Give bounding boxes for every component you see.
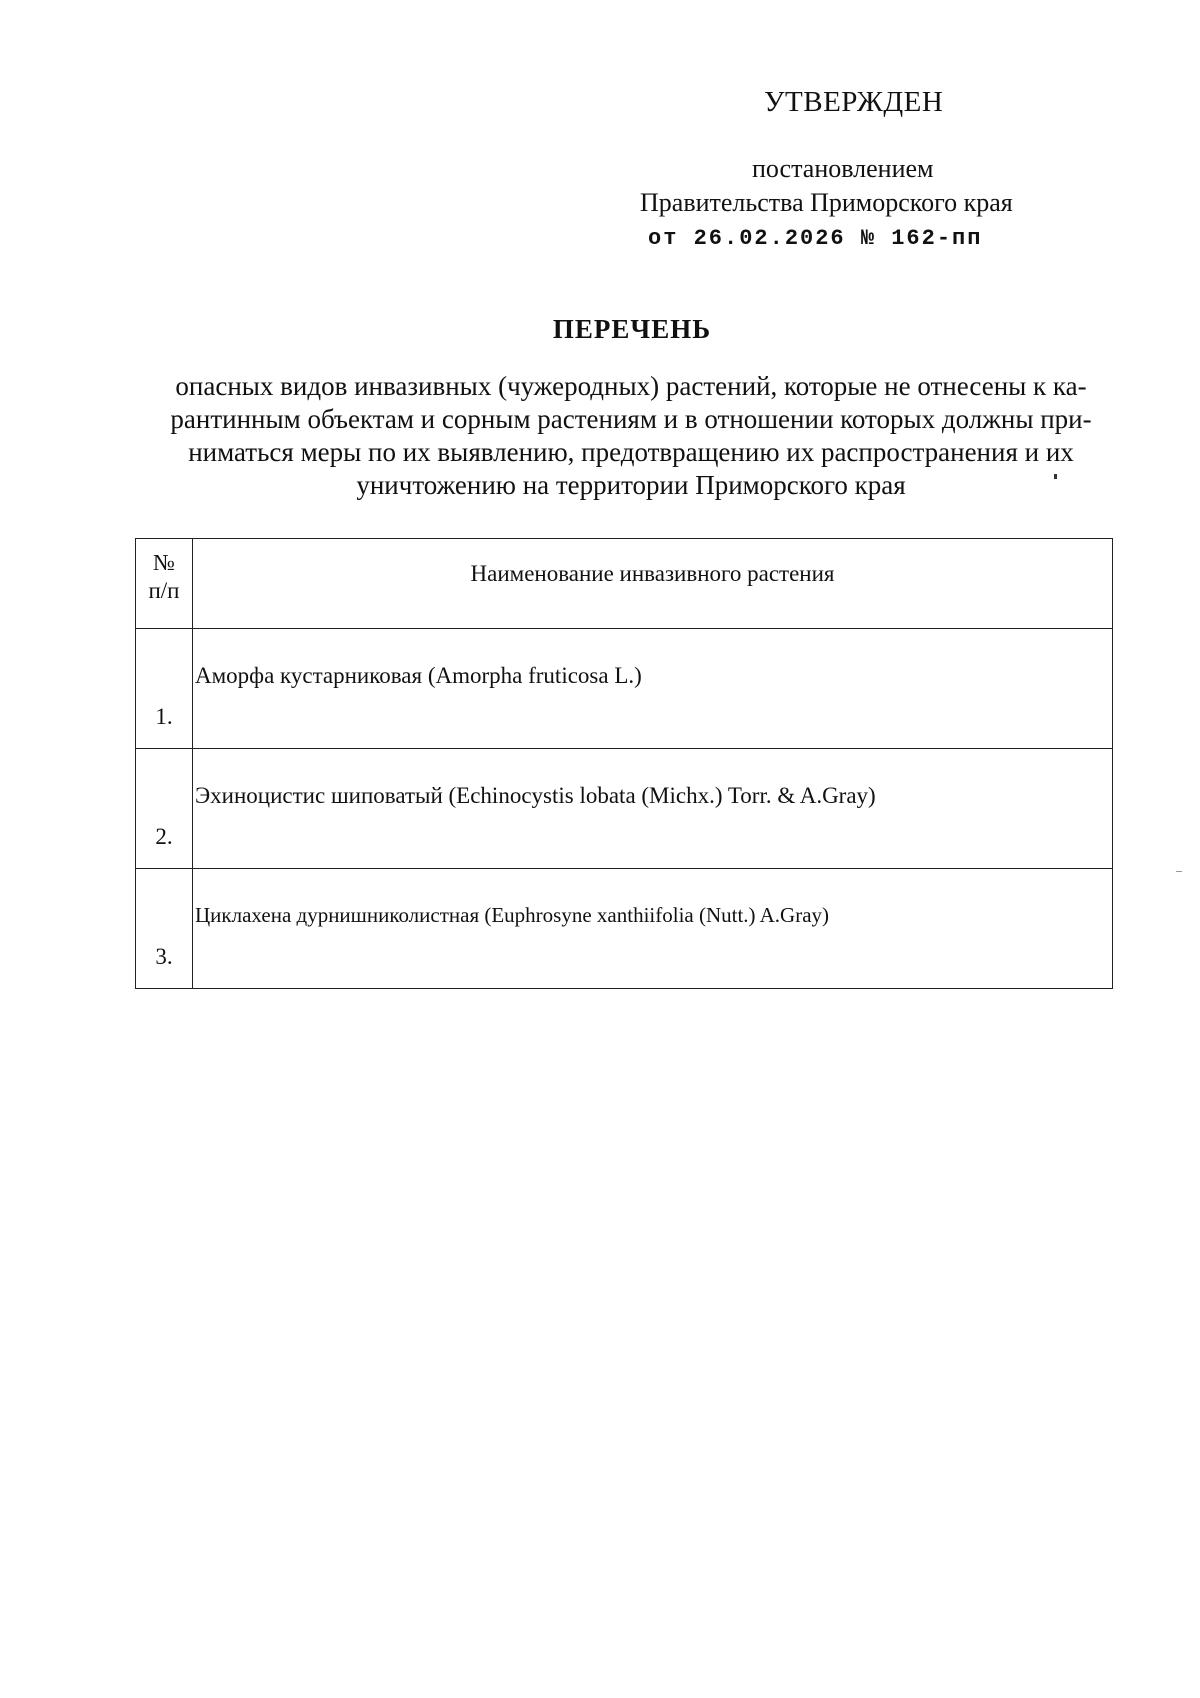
row-number: 3. (136, 869, 193, 989)
approval-stamp-heading: УТВЕРЖДЕН (764, 86, 944, 118)
table-row (136, 869, 1113, 989)
approval-line-government: Правительства Приморского края (640, 188, 1013, 217)
plants-table (135, 538, 1113, 989)
subtitle-line: уничтожению на территории Приморского края (356, 470, 906, 500)
table-row (136, 749, 1113, 869)
approval-line-date-number: от 26.02.2026 № 162-пп (648, 226, 983, 251)
table-header-row (136, 539, 1113, 629)
header-number-sign: № (153, 550, 175, 575)
approval-block (640, 152, 1100, 256)
row-number: 2. (136, 749, 193, 869)
document-subtitle (138, 370, 1124, 502)
row-number: 1. (136, 629, 193, 749)
scan-artifact (1054, 474, 1057, 479)
header-number (136, 539, 193, 629)
table-row (136, 629, 1113, 749)
header-number-abbr: п/п (148, 578, 180, 603)
subtitle-line: ниматься меры по их выявлению, предотвращению их распространения и их (188, 437, 1074, 467)
approval-line-resolution: постановлением (752, 154, 934, 183)
scan-artifact (1176, 871, 1182, 872)
document-title: ПЕРЕЧЕНЬ (552, 314, 712, 344)
row-plant-name: Аморфа кустарниковая (Amorpha fruticosa L.) (193, 629, 1113, 749)
row-plant-name: Эхиноцистис шиповатый (Echinocystis lobata (Michx.) Torr. & A.Gray) (193, 749, 1113, 869)
row-plant-name: Циклахена дурнишниколистная (Euphrosyne xanthiifolia (Nutt.) A.Gray) (193, 869, 1113, 989)
header-plant-name: Наименование инвазивного растения (193, 539, 1113, 629)
subtitle-line: опасных видов инвазивных (чужеродных) растений, которые не отнесены к ка- (175, 371, 1087, 401)
subtitle-line: рантинным объектам и сорным растениям и в отношении которых должны при- (170, 404, 1092, 434)
